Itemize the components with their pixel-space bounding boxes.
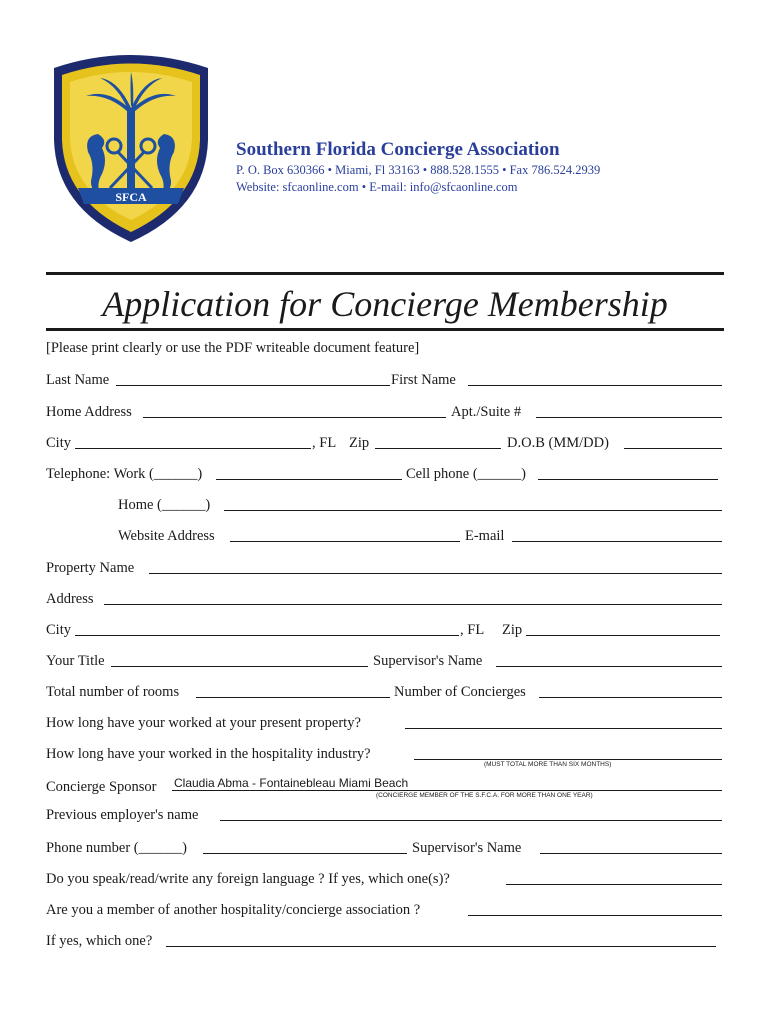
row-property-city bbox=[0, 621, 770, 641]
website-address-field[interactable] bbox=[230, 541, 460, 542]
foreign-language-label: Do you speak/read/write any foreign language ? If yes, which one(s)? bbox=[46, 871, 450, 887]
property-zip-field[interactable] bbox=[526, 635, 720, 636]
website-address-label: Website Address bbox=[118, 528, 215, 544]
row-telephone bbox=[0, 465, 770, 485]
city-label: City bbox=[46, 435, 71, 451]
cell-phone-field[interactable] bbox=[538, 479, 718, 480]
sponsor-label: Concierge Sponsor bbox=[46, 779, 157, 795]
sponsor-field[interactable] bbox=[172, 790, 722, 791]
employer-phone-field[interactable] bbox=[203, 853, 407, 854]
row-home-phone bbox=[0, 496, 770, 516]
property-city-label: City bbox=[46, 622, 71, 638]
if-yes-label: If yes, which one? bbox=[46, 933, 153, 949]
organization-header bbox=[236, 138, 600, 196]
row-sponsor bbox=[0, 776, 770, 799]
email-field[interactable] bbox=[512, 541, 722, 542]
crest-monogram: SFCA bbox=[115, 190, 147, 204]
organization-name: Southern Florida Concierge Association bbox=[236, 139, 560, 160]
last-name-field[interactable] bbox=[116, 385, 390, 386]
property-address-field[interactable] bbox=[104, 604, 722, 605]
property-city-field[interactable] bbox=[75, 635, 459, 636]
city-field[interactable] bbox=[75, 448, 311, 449]
employer-supervisor-label: Supervisor's Name bbox=[412, 840, 522, 856]
row-tenure-industry bbox=[0, 745, 770, 768]
last-name-label: Last Name bbox=[46, 372, 110, 388]
property-address-label: Address bbox=[46, 591, 94, 607]
previous-employer-label: Previous employer's name bbox=[46, 807, 199, 823]
home-address-label: Home Address bbox=[46, 404, 132, 420]
instruction-note: [Please print clearly or use the PDF writeable document feature] bbox=[46, 340, 420, 356]
first-name-field[interactable] bbox=[468, 385, 722, 386]
apt-suite-label: Apt./Suite # bbox=[451, 404, 522, 420]
row-previous-employer bbox=[0, 806, 770, 826]
row-website bbox=[0, 527, 770, 547]
title-rule-bottom bbox=[46, 328, 724, 331]
other-association-label: Are you a member of another hospitality/concierge association ? bbox=[46, 902, 421, 918]
sponsor-requirement-note: (CONCIERGE MEMBER OF THE S.F.C.A. FOR MORE THAN ONE YEAR) bbox=[376, 792, 593, 799]
supervisors-name-label: Supervisor's Name bbox=[373, 653, 483, 669]
row-name bbox=[0, 371, 770, 391]
first-name-label: First Name bbox=[391, 372, 456, 388]
row-employer-phone bbox=[0, 839, 770, 859]
previous-employer-field[interactable] bbox=[220, 820, 722, 821]
total-rooms-label: Total number of rooms bbox=[46, 684, 180, 700]
email-label: E-mail bbox=[465, 528, 505, 544]
tenure-property-field[interactable] bbox=[405, 728, 722, 729]
tenure-industry-label: How long have your worked in the hospitality industry? bbox=[46, 746, 371, 762]
your-title-field[interactable] bbox=[111, 666, 368, 667]
apt-suite-field[interactable] bbox=[536, 417, 722, 418]
tenure-property-label: How long have your worked at your present property? bbox=[46, 715, 361, 731]
shield-icon bbox=[48, 48, 214, 244]
row-home-address bbox=[0, 403, 770, 423]
home-address-field[interactable] bbox=[143, 417, 446, 418]
state-fl-label: , FL bbox=[312, 435, 337, 451]
your-title-label: Your Title bbox=[46, 653, 105, 669]
zip-field[interactable] bbox=[375, 448, 501, 449]
zip-label: Zip bbox=[349, 435, 370, 451]
row-title bbox=[0, 652, 770, 672]
total-rooms-field[interactable] bbox=[196, 697, 390, 698]
telephone-work-field[interactable] bbox=[216, 479, 402, 480]
property-state-fl-label: , FL bbox=[460, 622, 485, 638]
sponsor-value[interactable]: Claudia Abma - Fontainebleau Miami Beach bbox=[174, 776, 409, 790]
page-title: Application for Concierge Membership bbox=[102, 284, 668, 324]
employer-supervisor-field[interactable] bbox=[540, 853, 722, 854]
title-rule-top bbox=[46, 272, 724, 275]
row-other-association bbox=[0, 901, 770, 921]
tenure-requirement-note: (MUST TOTAL MORE THAN SIX MONTHS) bbox=[484, 761, 612, 768]
organization-address: P. O. Box 630366 • Miami, Fl 33163 • 888.528.1555 • Fax 786.524.2939 bbox=[236, 163, 601, 177]
row-tenure-property bbox=[0, 714, 770, 734]
dob-field[interactable] bbox=[624, 448, 722, 449]
row-property-address bbox=[0, 590, 770, 610]
sfca-crest-logo bbox=[48, 48, 214, 244]
cell-phone-label: Cell phone (______) bbox=[406, 466, 527, 482]
tenure-industry-field[interactable] bbox=[414, 759, 722, 760]
row-property-name bbox=[0, 559, 770, 579]
telephone-work-label: Telephone: Work (______) bbox=[46, 466, 203, 482]
num-concierges-field[interactable] bbox=[539, 697, 722, 698]
row-rooms bbox=[0, 683, 770, 703]
home-phone-field[interactable] bbox=[224, 510, 722, 511]
home-phone-label: Home (______) bbox=[118, 497, 211, 513]
organization-web: Website: sfcaonline.com • E-mail: info@sfcaonline.com bbox=[236, 180, 518, 194]
property-name-label: Property Name bbox=[46, 560, 135, 576]
if-yes-field[interactable] bbox=[166, 946, 716, 947]
row-if-yes bbox=[0, 932, 770, 952]
employer-phone-label: Phone number (______) bbox=[46, 840, 187, 856]
foreign-language-field[interactable] bbox=[506, 884, 722, 885]
num-concierges-label: Number of Concierges bbox=[394, 684, 526, 700]
other-association-field[interactable] bbox=[468, 915, 722, 916]
dob-label: D.O.B (MM/DD) bbox=[507, 435, 609, 451]
row-city bbox=[0, 434, 770, 454]
row-foreign-language bbox=[0, 870, 770, 890]
property-zip-label: Zip bbox=[502, 622, 523, 638]
supervisors-name-field[interactable] bbox=[496, 666, 722, 667]
property-name-field[interactable] bbox=[149, 573, 722, 574]
